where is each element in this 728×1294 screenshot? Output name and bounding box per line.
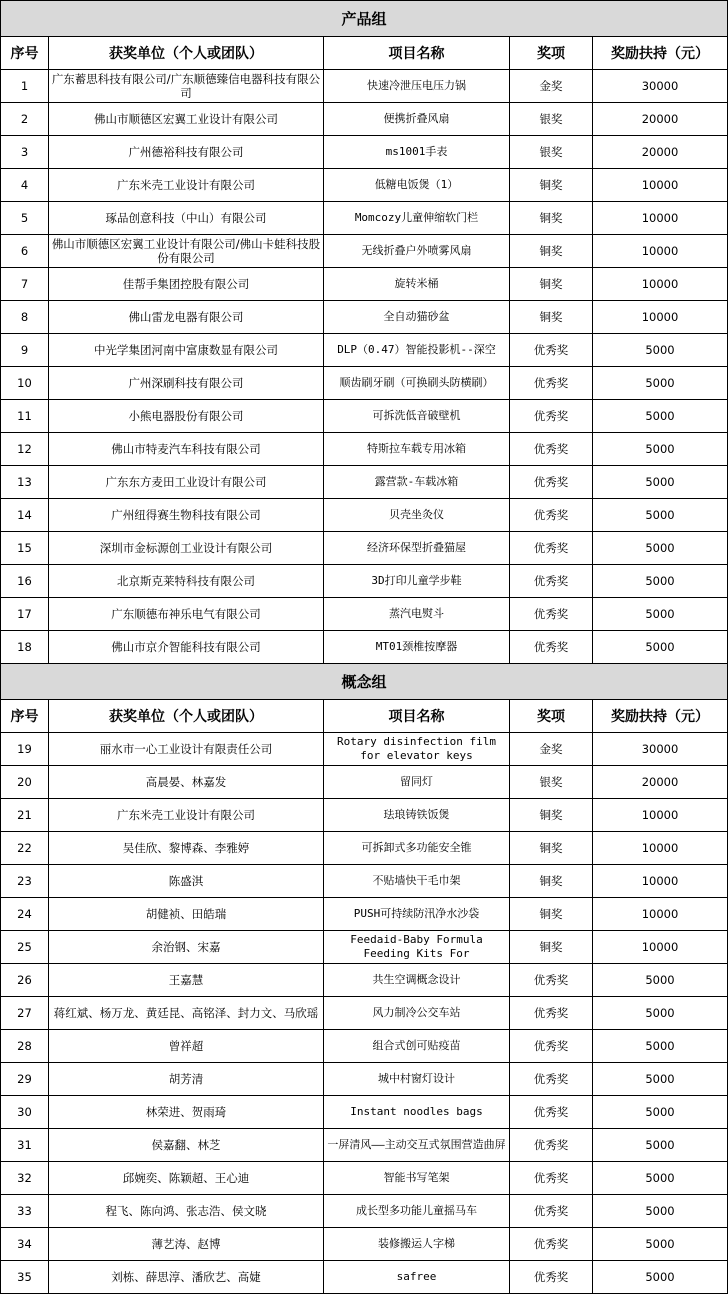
cell-index: 32 — [1, 1162, 49, 1195]
cell-project: Feedaid-Baby Formula Feeding Kits For — [324, 931, 510, 964]
header-award: 奖项 — [510, 700, 593, 733]
cell-reward: 20000 — [593, 103, 728, 136]
table-row — [1, 766, 728, 799]
cell-winner: 北京斯克莱特科技有限公司 — [49, 565, 324, 598]
cell-reward: 20000 — [593, 136, 728, 169]
cell-index: 24 — [1, 898, 49, 931]
cell-award: 铜奖 — [510, 169, 593, 202]
cell-index: 28 — [1, 1030, 49, 1063]
cell-winner: 王嘉慧 — [49, 964, 324, 997]
table-row — [1, 1162, 728, 1195]
cell-winner: 广州德裕科技有限公司 — [49, 136, 324, 169]
cell-winner: 深圳市金标源创工业设计有限公司 — [49, 532, 324, 565]
table-row — [1, 334, 728, 367]
table-row — [1, 400, 728, 433]
cell-index: 20 — [1, 766, 49, 799]
cell-project: 不贴墙快干毛巾架 — [324, 865, 510, 898]
cell-award: 优秀奖 — [510, 1096, 593, 1129]
cell-award: 铜奖 — [510, 235, 593, 268]
cell-reward: 5000 — [593, 400, 728, 433]
cell-index: 23 — [1, 865, 49, 898]
cell-winner: 林荣进、贺雨琦 — [49, 1096, 324, 1129]
cell-project: PUSH可持续防汛净水沙袋 — [324, 898, 510, 931]
cell-project: 成长型多功能儿童摇马车 — [324, 1195, 510, 1228]
cell-index: 12 — [1, 433, 49, 466]
cell-award: 优秀奖 — [510, 964, 593, 997]
cell-project: 经济环保型折叠猫屋 — [324, 532, 510, 565]
group-title: 产品组 — [1, 1, 728, 37]
cell-index: 25 — [1, 931, 49, 964]
cell-winner: 陈盛淇 — [49, 865, 324, 898]
cell-reward: 5000 — [593, 433, 728, 466]
cell-award: 优秀奖 — [510, 433, 593, 466]
cell-winner: 余治钢、宋嘉 — [49, 931, 324, 964]
cell-reward: 5000 — [593, 598, 728, 631]
cell-winner: 广州纽得赛生物科技有限公司 — [49, 499, 324, 532]
cell-index: 3 — [1, 136, 49, 169]
table-row — [1, 565, 728, 598]
table-row — [1, 268, 728, 301]
cell-index: 2 — [1, 103, 49, 136]
cell-reward: 10000 — [593, 799, 728, 832]
cell-index: 6 — [1, 235, 49, 268]
header-winner: 获奖单位（个人或团队） — [49, 37, 324, 70]
cell-index: 17 — [1, 598, 49, 631]
cell-project: 贝壳坐灸仪 — [324, 499, 510, 532]
table-row — [1, 865, 728, 898]
cell-award: 优秀奖 — [510, 997, 593, 1030]
cell-award: 铜奖 — [510, 799, 593, 832]
group-title-row — [1, 1, 728, 37]
cell-award: 优秀奖 — [510, 598, 593, 631]
header-reward: 奖励扶持（元） — [593, 700, 728, 733]
cell-reward: 5000 — [593, 631, 728, 664]
cell-index: 4 — [1, 169, 49, 202]
table-row — [1, 466, 728, 499]
cell-winner: 胡健祯、田皓瑞 — [49, 898, 324, 931]
table-row — [1, 301, 728, 334]
cell-reward: 5000 — [593, 1228, 728, 1261]
cell-award: 银奖 — [510, 766, 593, 799]
cell-index: 8 — [1, 301, 49, 334]
cell-index: 33 — [1, 1195, 49, 1228]
cell-project: 共生空调概念设计 — [324, 964, 510, 997]
cell-winner: 刘栋、薛思淳、潘欣艺、高婕 — [49, 1261, 324, 1294]
table-row — [1, 235, 728, 268]
cell-award: 银奖 — [510, 136, 593, 169]
cell-reward: 10000 — [593, 169, 728, 202]
cell-reward: 5000 — [593, 334, 728, 367]
cell-project: 留同灯 — [324, 766, 510, 799]
cell-index: 18 — [1, 631, 49, 664]
cell-index: 27 — [1, 997, 49, 1030]
cell-reward: 5000 — [593, 367, 728, 400]
header-index: 序号 — [1, 700, 49, 733]
cell-winner: 佛山市京介智能科技有限公司 — [49, 631, 324, 664]
cell-project: 全自动猫砂盆 — [324, 301, 510, 334]
cell-winner: 广东米壳工业设计有限公司 — [49, 799, 324, 832]
cell-award: 优秀奖 — [510, 1162, 593, 1195]
cell-project: 可拆卸式多功能安全锥 — [324, 832, 510, 865]
cell-winner: 佛山市顺德区宏翼工业设计有限公司/佛山卡蛙科技股份有限公司 — [49, 235, 324, 268]
table-row — [1, 799, 728, 832]
table-row — [1, 433, 728, 466]
cell-award: 铜奖 — [510, 832, 593, 865]
cell-index: 7 — [1, 268, 49, 301]
cell-project: ms1001手表 — [324, 136, 510, 169]
cell-project: 组合式创可贴疫苗 — [324, 1030, 510, 1063]
cell-index: 9 — [1, 334, 49, 367]
cell-project: MT01颈椎按摩器 — [324, 631, 510, 664]
table-row — [1, 1195, 728, 1228]
cell-project: 无线折叠户外喷雾风扇 — [324, 235, 510, 268]
table-row — [1, 1228, 728, 1261]
cell-index: 30 — [1, 1096, 49, 1129]
table-row — [1, 169, 728, 202]
cell-award: 铜奖 — [510, 301, 593, 334]
group-title: 概念组 — [1, 664, 728, 700]
cell-award: 优秀奖 — [510, 1195, 593, 1228]
cell-reward: 10000 — [593, 301, 728, 334]
cell-winner: 小熊电器股份有限公司 — [49, 400, 324, 433]
cell-award: 优秀奖 — [510, 1063, 593, 1096]
cell-project: 可拆洗低音破壁机 — [324, 400, 510, 433]
cell-reward: 5000 — [593, 1162, 728, 1195]
cell-award: 铜奖 — [510, 931, 593, 964]
cell-project: Rotary disinfection film for elevator keys — [324, 733, 510, 766]
header-reward: 奖励扶持（元） — [593, 37, 728, 70]
cell-index: 13 — [1, 466, 49, 499]
cell-project: 3D打印儿童学步鞋 — [324, 565, 510, 598]
cell-winner: 高晨晏、林嘉发 — [49, 766, 324, 799]
cell-award: 优秀奖 — [510, 1228, 593, 1261]
table-row — [1, 70, 728, 103]
cell-reward: 10000 — [593, 865, 728, 898]
cell-award: 铜奖 — [510, 202, 593, 235]
cell-award: 优秀奖 — [510, 631, 593, 664]
cell-winner: 胡芳清 — [49, 1063, 324, 1096]
cell-project: 珐琅铸铁饭煲 — [324, 799, 510, 832]
table-row — [1, 136, 728, 169]
cell-index: 16 — [1, 565, 49, 598]
cell-reward: 10000 — [593, 931, 728, 964]
cell-reward: 5000 — [593, 1063, 728, 1096]
cell-index: 29 — [1, 1063, 49, 1096]
cell-award: 优秀奖 — [510, 400, 593, 433]
cell-index: 35 — [1, 1261, 49, 1294]
cell-project: 城中村窗灯设计 — [324, 1063, 510, 1096]
cell-winner: 广州深刷科技有限公司 — [49, 367, 324, 400]
table-row — [1, 733, 728, 766]
table-row — [1, 1030, 728, 1063]
cell-reward: 20000 — [593, 766, 728, 799]
cell-project: 低糖电饭煲（1） — [324, 169, 510, 202]
cell-project: 装修搬运人字梯 — [324, 1228, 510, 1261]
table-row — [1, 631, 728, 664]
cell-winner: 程飞、陈向鸿、张志浩、侯文晓 — [49, 1195, 324, 1228]
table-row — [1, 1063, 728, 1096]
cell-winner: 广东蓄思科技有限公司/广东顺德臻信电器科技有限公司 — [49, 70, 324, 103]
cell-project: 特斯拉车载专用冰箱 — [324, 433, 510, 466]
header-winner: 获奖单位（个人或团队） — [49, 700, 324, 733]
cell-index: 11 — [1, 400, 49, 433]
cell-reward: 10000 — [593, 202, 728, 235]
cell-winner: 薄艺涛、赵博 — [49, 1228, 324, 1261]
cell-project: 快速冷泄压电压力锅 — [324, 70, 510, 103]
cell-winner: 广东东方麦田工业设计有限公司 — [49, 466, 324, 499]
header-row — [1, 700, 728, 733]
cell-index: 31 — [1, 1129, 49, 1162]
cell-reward: 5000 — [593, 565, 728, 598]
cell-winner: 佳帮手集团控股有限公司 — [49, 268, 324, 301]
cell-award: 优秀奖 — [510, 367, 593, 400]
cell-project: 智能书写笔架 — [324, 1162, 510, 1195]
cell-reward: 5000 — [593, 997, 728, 1030]
table-row — [1, 964, 728, 997]
cell-award: 优秀奖 — [510, 1129, 593, 1162]
cell-award: 优秀奖 — [510, 466, 593, 499]
cell-project: safree — [324, 1261, 510, 1294]
cell-winner: 曾祥超 — [49, 1030, 324, 1063]
header-index: 序号 — [1, 37, 49, 70]
table-row — [1, 1129, 728, 1162]
cell-index: 34 — [1, 1228, 49, 1261]
cell-winner: 侯嘉翻、林芝 — [49, 1129, 324, 1162]
table-row — [1, 202, 728, 235]
cell-award: 优秀奖 — [510, 1261, 593, 1294]
table-row — [1, 832, 728, 865]
cell-award: 铜奖 — [510, 898, 593, 931]
cell-award: 优秀奖 — [510, 334, 593, 367]
cell-index: 15 — [1, 532, 49, 565]
cell-reward: 5000 — [593, 499, 728, 532]
group-title-row — [1, 664, 728, 700]
cell-award: 银奖 — [510, 103, 593, 136]
cell-winner: 蒋红斌、杨万龙、黄廷昆、高铭泽、封力文、马欣瑶 — [49, 997, 324, 1030]
header-row — [1, 37, 728, 70]
cell-award: 优秀奖 — [510, 532, 593, 565]
cell-award: 铜奖 — [510, 268, 593, 301]
cell-project: Momcozy儿童伸缩软门栏 — [324, 202, 510, 235]
header-award: 奖项 — [510, 37, 593, 70]
cell-reward: 10000 — [593, 235, 728, 268]
cell-reward: 10000 — [593, 832, 728, 865]
cell-award: 优秀奖 — [510, 565, 593, 598]
cell-winner: 丽水市一心工业设计有限责任公司 — [49, 733, 324, 766]
cell-winner: 佛山市顺德区宏翼工业设计有限公司 — [49, 103, 324, 136]
cell-award: 优秀奖 — [510, 1030, 593, 1063]
cell-index: 22 — [1, 832, 49, 865]
table-row — [1, 499, 728, 532]
cell-award: 铜奖 — [510, 865, 593, 898]
cell-winner: 佛山雷龙电器有限公司 — [49, 301, 324, 334]
cell-reward: 5000 — [593, 1096, 728, 1129]
cell-reward: 5000 — [593, 1030, 728, 1063]
table-row — [1, 931, 728, 964]
cell-reward: 10000 — [593, 268, 728, 301]
cell-award: 金奖 — [510, 733, 593, 766]
cell-index: 21 — [1, 799, 49, 832]
table-row — [1, 898, 728, 931]
table-row — [1, 532, 728, 565]
cell-project: 露营款-车载冰箱 — [324, 466, 510, 499]
header-project: 项目名称 — [324, 37, 510, 70]
cell-reward: 5000 — [593, 1129, 728, 1162]
cell-project: 蒸汽电熨斗 — [324, 598, 510, 631]
table-row — [1, 367, 728, 400]
cell-reward: 5000 — [593, 1261, 728, 1294]
cell-index: 10 — [1, 367, 49, 400]
cell-index: 26 — [1, 964, 49, 997]
cell-index: 19 — [1, 733, 49, 766]
cell-reward: 30000 — [593, 70, 728, 103]
cell-award: 优秀奖 — [510, 499, 593, 532]
cell-index: 1 — [1, 70, 49, 103]
header-project: 项目名称 — [324, 700, 510, 733]
cell-project: 便携折叠风扇 — [324, 103, 510, 136]
table-row — [1, 598, 728, 631]
cell-project: Instant noodles bags — [324, 1096, 510, 1129]
cell-index: 5 — [1, 202, 49, 235]
cell-winner: 佛山市特麦汽车科技有限公司 — [49, 433, 324, 466]
cell-winner: 广东米壳工业设计有限公司 — [49, 169, 324, 202]
cell-project: DLP（0.47）智能投影机--深空 — [324, 334, 510, 367]
cell-project: 顺齿刷牙刷（可换刷头防横刷） — [324, 367, 510, 400]
cell-reward: 5000 — [593, 466, 728, 499]
cell-project: 一屏清风——主动交互式氛围营造曲屏 — [324, 1129, 510, 1162]
cell-project: 风力制冷公交车站 — [324, 997, 510, 1030]
cell-award: 金奖 — [510, 70, 593, 103]
cell-reward: 5000 — [593, 1195, 728, 1228]
table-row — [1, 103, 728, 136]
cell-reward: 30000 — [593, 733, 728, 766]
table-row — [1, 997, 728, 1030]
cell-winner: 琢品创意科技（中山）有限公司 — [49, 202, 324, 235]
cell-reward: 5000 — [593, 964, 728, 997]
cell-winner: 吴佳欣、黎博森、李雅婷 — [49, 832, 324, 865]
awards-table-body — [1, 1, 728, 1294]
cell-project: 旋转米桶 — [324, 268, 510, 301]
cell-index: 14 — [1, 499, 49, 532]
cell-winner: 邱婉奕、陈颖超、王心迪 — [49, 1162, 324, 1195]
cell-winner: 中光学集团河南中富康数显有限公司 — [49, 334, 324, 367]
cell-winner: 广东顺德布神乐电气有限公司 — [49, 598, 324, 631]
cell-reward: 5000 — [593, 532, 728, 565]
table-row — [1, 1096, 728, 1129]
cell-reward: 10000 — [593, 898, 728, 931]
